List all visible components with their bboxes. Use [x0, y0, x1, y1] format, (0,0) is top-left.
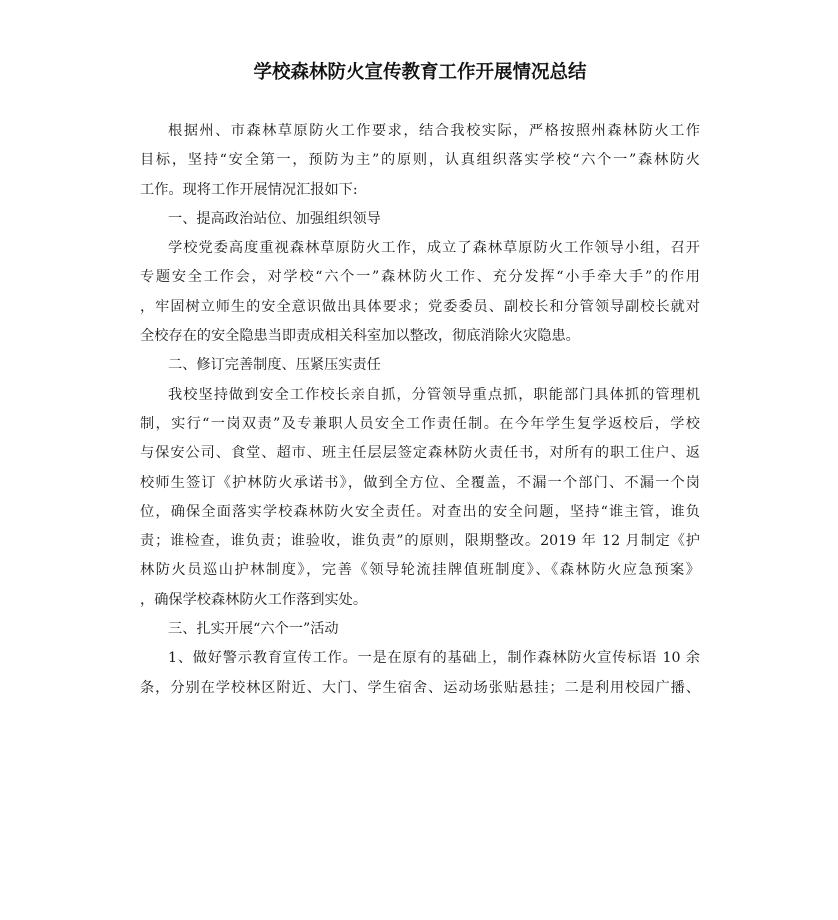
paragraph-line: 专题安全工作会，对学校“六个一”森林防火工作、充分发挥“小手牵大手”的作用	[140, 269, 700, 286]
paragraph-line: 根据州、市森林草原防火工作要求，结合我校实际，严格按照州森林防火工作	[168, 123, 700, 139]
paragraph-line: 全校存在的安全隐患当即责成相关科室加以整改，彻底消除火灾隐患。	[140, 328, 580, 345]
paragraph-line: 与保安公司、食堂、超市、班主任层层签定森林防火责任书，对所有的职工住户、返	[140, 445, 700, 462]
paragraph-line: 校师生签订《护林防火承诺书》，做到全方位、全覆盖，不漏一个部门、不漏一个岗	[140, 474, 700, 491]
paragraph-line: 位，确保全面落实学校森林防火安全责任。对查出的安全问题，坚持“谁主管，谁负	[140, 503, 700, 520]
paragraph-line: 责；谁检查，谁负责；谁验收，谁负责”的原则，限期整改。2019 年 12 月制定《护	[140, 533, 700, 550]
paragraph-line: ，确保学校森林防火工作落到实处。	[140, 591, 368, 608]
section-heading: 三、扎实开展“六个一”活动	[168, 621, 339, 638]
section-heading: 二、修订完善制度、压紧压实责任	[168, 357, 381, 374]
paragraph-line: 制，实行“一岗双责”及专兼职人员安全工作责任制。在今年学生复学返校后，学校	[140, 415, 700, 432]
paragraph-line: 1、做好警示教育宣传工作。一是在原有的基础上，制作森林防火宣传标语 10 余	[168, 650, 700, 667]
paragraph-line: 林防火员巡山护林制度》，完善《领导轮流挂牌值班制度》、《森林防火应急预案》	[140, 562, 700, 579]
paragraph-line: 我校坚持做到安全工作校长亲自抓，分管领导重点抓，职能部门具体抓的管理机	[168, 386, 700, 403]
document-title: 学校森林防火宣传教育工作开展情况总结	[253, 62, 587, 83]
paragraph-line: 学校党委高度重视森林草原防火工作，成立了森林草原防火工作领导小组，召开	[168, 240, 700, 257]
paragraph-line: 目标，坚持“安全第一，预防为主”的原则，认真组织落实学校“六个一”森林防火	[140, 152, 700, 169]
paragraph-line: 工作。现将工作开展情况汇报如下:	[140, 181, 358, 198]
paragraph-line: 条，分别在学校林区附近、大门、学生宿舍、运动场张贴悬挂；二是利用校园广播、	[140, 679, 700, 696]
document-body	[140, 117, 700, 703]
section-heading: 一、提高政治站位、加强组织领导	[168, 210, 381, 227]
paragraph-line: ，牢固树立师生的安全意识做出具体要求；党委委员、副校长和分管领导副校长就对	[140, 298, 700, 315]
